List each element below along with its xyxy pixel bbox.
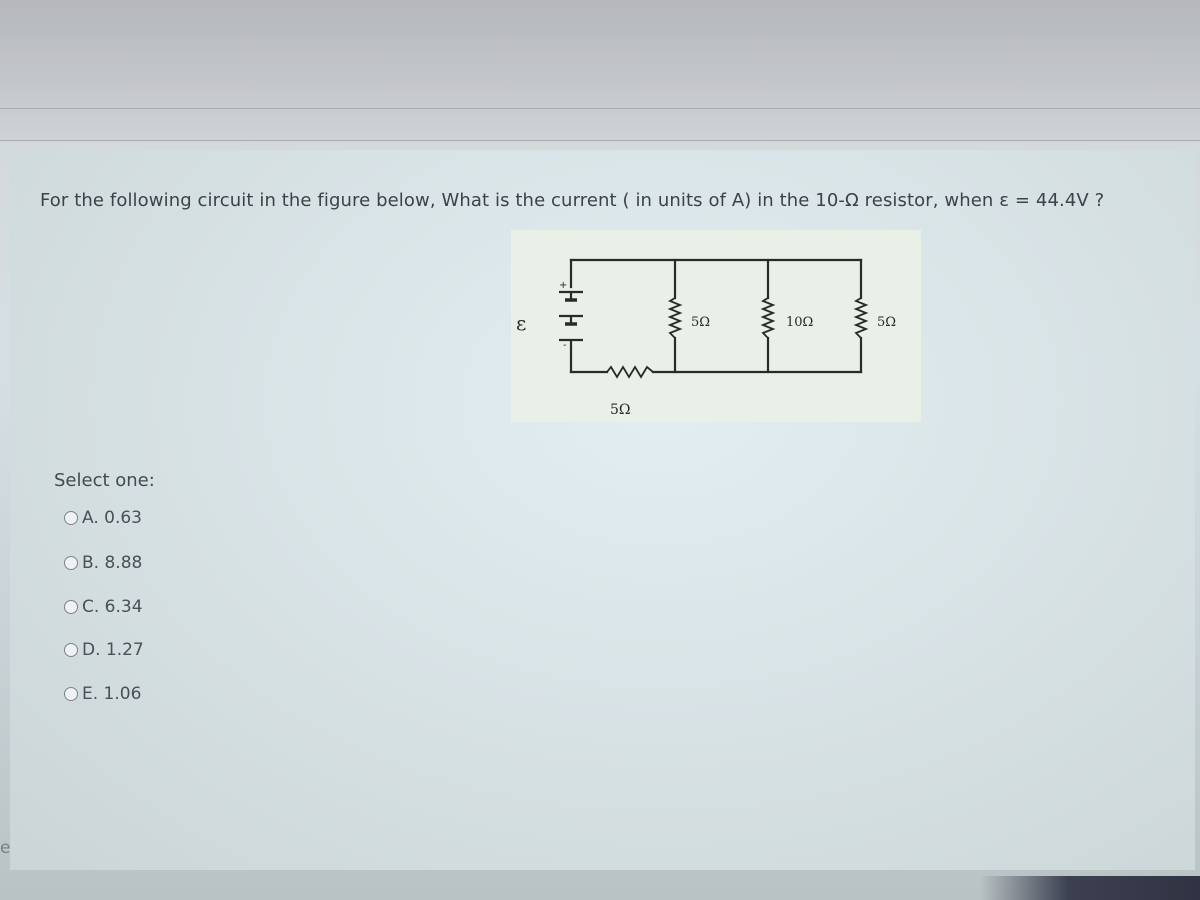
browser-top-band [0, 0, 1200, 140]
screen-bottom-edge [980, 876, 1200, 900]
option-a[interactable] [64, 508, 142, 528]
battery-minus-label: - [563, 340, 567, 351]
resistor-branch3 [856, 298, 866, 338]
circuit-figure [511, 230, 921, 422]
option-d[interactable] [64, 640, 144, 660]
option-label: C. 6.34 [82, 597, 143, 617]
top-divider [0, 108, 1200, 109]
resistor-branch2 [763, 298, 773, 338]
question-text: For the following circuit in the figure below, What is the current ( in units of A) in the 10-Ω resistor, when ε = 44.4V ? [40, 190, 1105, 211]
resistor-branch1-label: 5Ω [691, 315, 711, 330]
emf-label: ε [516, 311, 527, 335]
resistor-bottom-label: 5Ω [610, 402, 631, 418]
battery-plus-label: + [559, 280, 568, 291]
option-label: A. 0.63 [82, 508, 142, 528]
option-e[interactable] [64, 684, 141, 704]
radio-button-icon[interactable] [64, 600, 78, 614]
option-b[interactable] [64, 553, 142, 573]
resistor-branch3-label: 5Ω [877, 315, 897, 330]
option-label: D. 1.27 [82, 640, 144, 660]
resistor-bottom-series [607, 367, 653, 377]
radio-button-icon[interactable] [64, 687, 78, 701]
radio-button-icon[interactable] [64, 643, 78, 657]
option-label: E. 1.06 [82, 684, 142, 704]
edge-text-fragment: e [0, 838, 11, 858]
option-c[interactable] [64, 597, 143, 617]
circuit-diagram [511, 230, 921, 422]
option-label: B. 8.88 [82, 553, 143, 573]
resistor-branch1 [670, 298, 680, 338]
resistor-branch2-label: 10Ω [786, 315, 814, 330]
top-divider-lower [0, 140, 1200, 141]
radio-button-icon[interactable] [64, 556, 78, 570]
radio-button-icon[interactable] [64, 511, 78, 525]
select-one-prompt: Select one: [54, 470, 155, 491]
